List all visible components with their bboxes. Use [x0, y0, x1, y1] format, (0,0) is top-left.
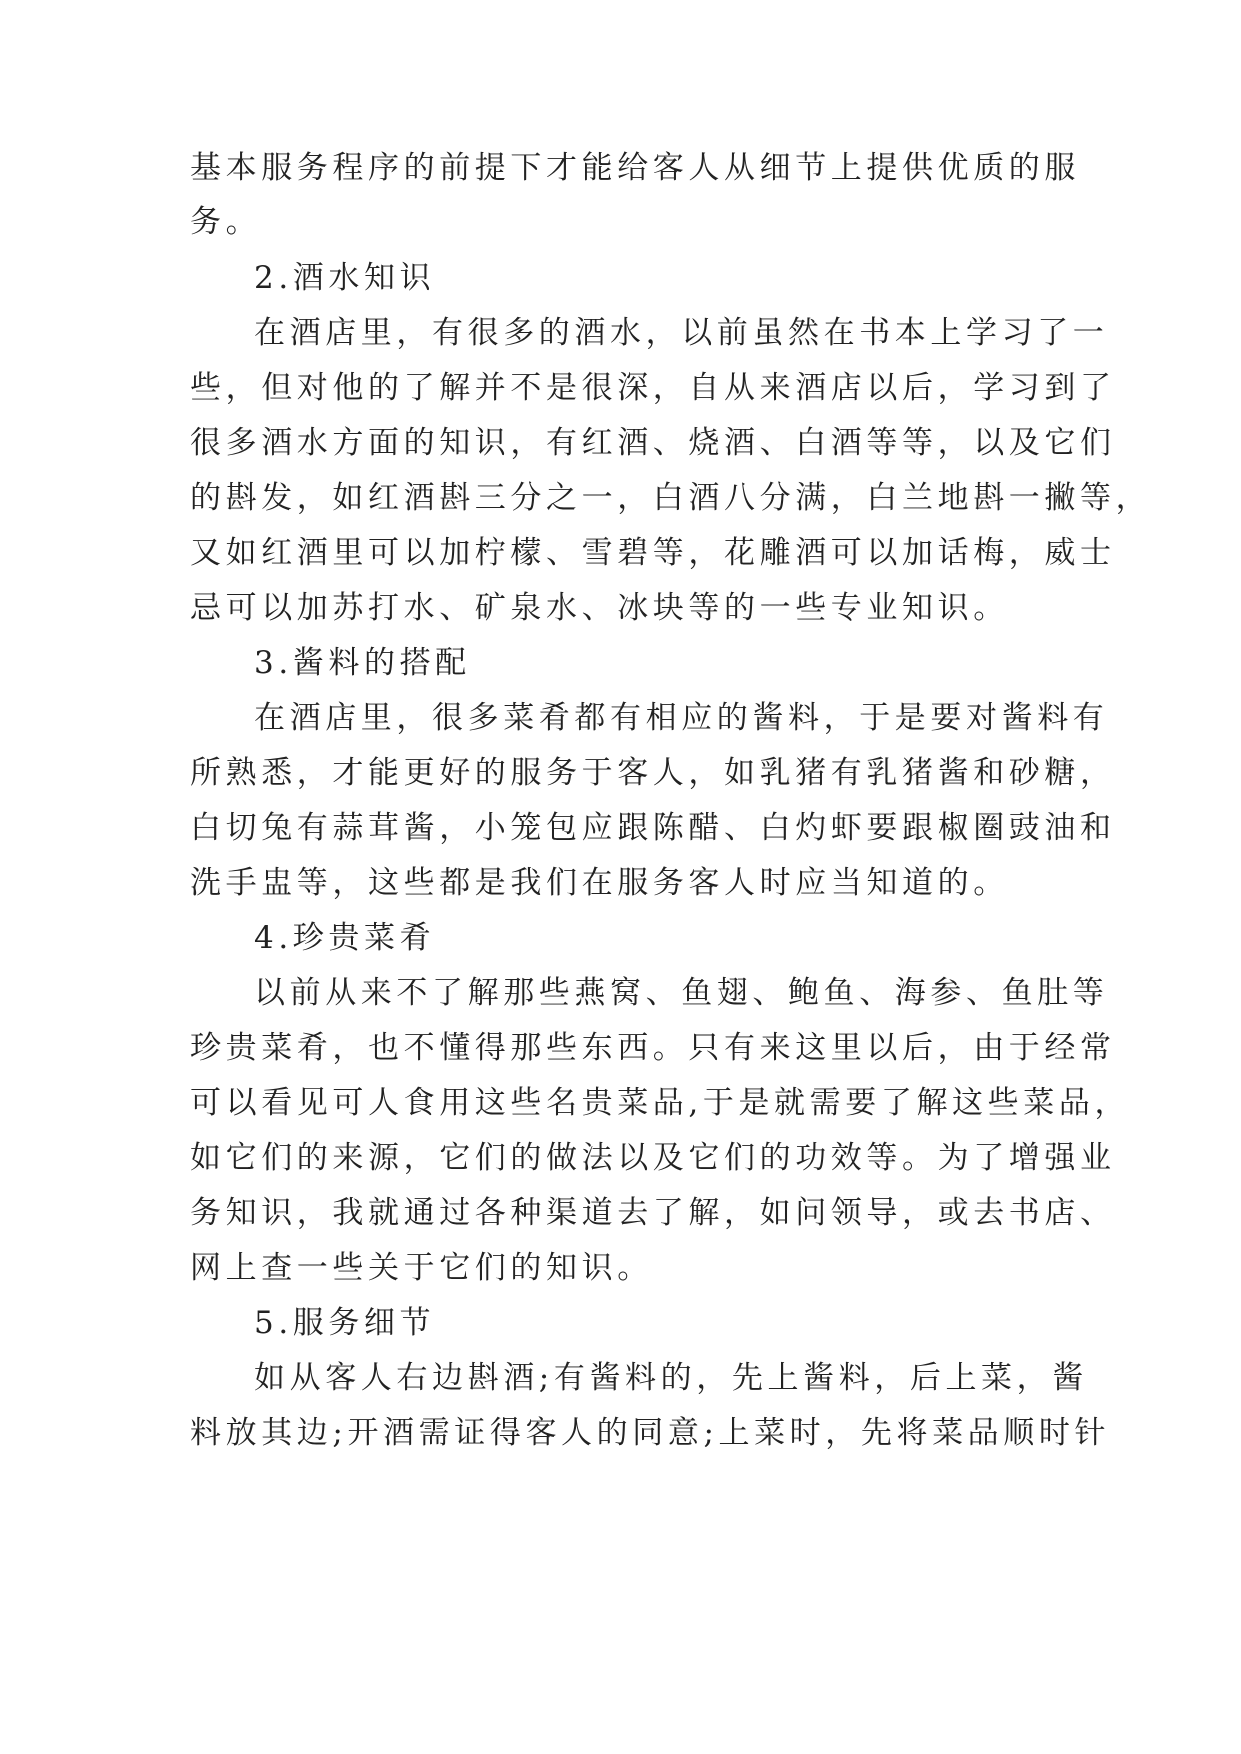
paragraph-line: 忌可以加苏打水、矿泉水、冰块等的一些专业知识。	[190, 590, 1009, 626]
paragraph-line: 如从客人右边斟酒;有酱料的，先上酱料，后上菜，酱	[254, 1360, 1088, 1396]
paragraph-line: 以前从来不了解那些燕窝、鱼翅、鲍鱼、海参、鱼肚等	[254, 975, 1109, 1011]
paragraph-line: 料放其边;开酒需证得客人的同意;上菜时，先将菜品顺时针	[190, 1415, 1111, 1451]
paragraph-line: 务。	[190, 204, 262, 240]
paragraph-line: 网上查一些关于它们的知识。	[190, 1250, 653, 1286]
paragraph-line: 在酒店里，很多菜肴都有相应的酱料，于是要对酱料有	[254, 700, 1109, 736]
section-heading: 2.酒水知识	[254, 260, 436, 296]
paragraph-line: 务知识，我就通过各种渠道去了解，如问领导，或去书店、	[190, 1195, 1116, 1231]
paragraph-line: 些，但对他的了解并不是很深，自从来酒店以后，学习到了	[190, 370, 1116, 406]
paragraph-line: 珍贵菜肴，也不懂得那些东西。只有来这里以后，由于经常	[190, 1030, 1116, 1066]
section-heading: 3.酱料的搭配	[254, 645, 471, 681]
paragraph-line: 在酒店里，有很多的酒水，以前虽然在书本上学习了一	[254, 315, 1109, 351]
paragraph-line: 洗手盅等，这些都是我们在服务客人时应当知道的。	[190, 865, 1009, 901]
paragraph-line: 可以看见可人食用这些名贵菜品,于是就需要了解这些菜品，	[190, 1085, 1131, 1121]
section-heading: 4.珍贵菜肴	[254, 920, 436, 956]
paragraph-line: 又如红酒里可以加柠檬、雪碧等，花雕酒可以加话梅，威士	[190, 535, 1116, 571]
paragraph-line: 基本服务程序的前提下才能给客人从细节上提供优质的服	[190, 150, 1080, 186]
paragraph-line: 所熟悉，才能更好的服务于客人，如乳猪有乳猪酱和砂糖，	[190, 755, 1116, 791]
paragraph-line: 很多酒水方面的知识，有红酒、烧酒、白酒等等，以及它们	[190, 425, 1116, 461]
paragraph-line: 如它们的来源，它们的做法以及它们的功效等。为了增强业	[190, 1140, 1116, 1176]
section-heading: 5.服务细节	[254, 1305, 436, 1341]
paragraph-line: 的斟发，如红酒斟三分之一，白酒八分满，白兰地斟一撇等，	[190, 480, 1152, 516]
paragraph-line: 白切兔有蒜茸酱，小笼包应跟陈醋、白灼虾要跟椒圈豉油和	[190, 810, 1116, 846]
